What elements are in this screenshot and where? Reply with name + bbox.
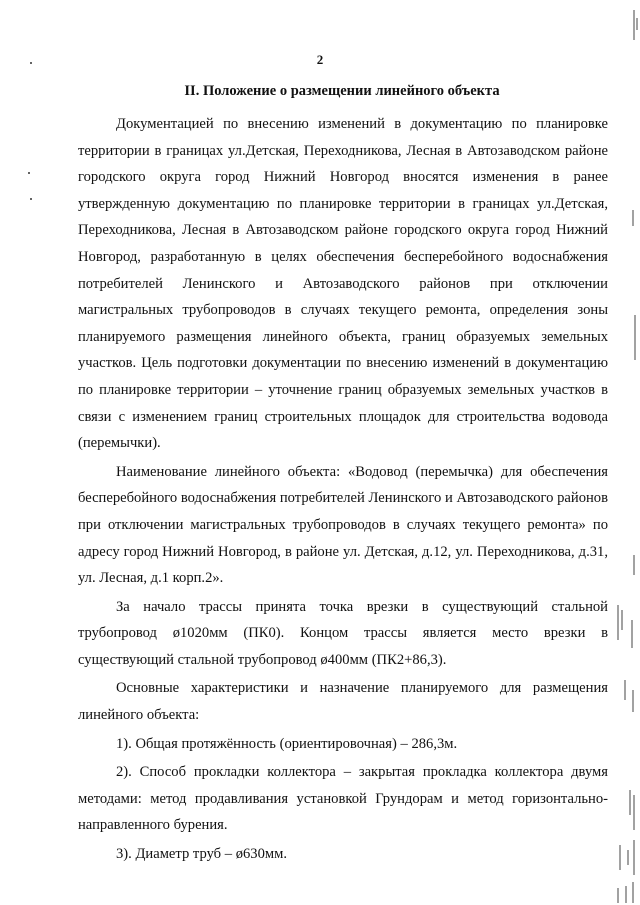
paragraph-route: За начало трассы принята точка врезки в существующий стальной трубопровод ø1020мм (ПК0). Концом трассы является место врезки в существующий стальной трубопровод ø400мм (ПК2+86,3). xyxy=(78,598,608,668)
paragraph-laying-method: 2). Способ прокладки коллектора – закрытая прокладка коллектора двумя методами: метод продавливания установкой Грундорам и метод горизонтально-направленного бурения. xyxy=(78,764,608,834)
document-body xyxy=(78,111,608,868)
page-number: 2 xyxy=(316,52,324,67)
paragraph-characteristics-intro: Основные характеристики и назначение планируемого для размещения линейного объекта: xyxy=(78,680,608,724)
scan-edge-marks xyxy=(600,0,640,905)
scan-dot xyxy=(30,198,32,200)
section-heading: II. Положение о размещении линейного объекта xyxy=(184,83,500,99)
paragraph-length: 1). Общая протяжённость (ориентировочная) – 286,3м. xyxy=(116,735,458,752)
scan-dot xyxy=(30,62,32,64)
paragraph-purpose: Документацией по внесению изменений в документацию по планировке территории в границах ул.Детская, Переходникова, Лесная в Автозаводском районе городского округа город Нижний Новгород вносятся изменения в ранее утвержденную документацию по планировке территории в границах ул.Детская, Переходникова, Лесная в Автозаводском районе городского округа город Нижний Новгород, разработанную в целях обеспечения бесперебойного водоснабжения потребителей Ленинского и Автозаводского районов при отключении магистральных трубопроводов в случаях текущего ремонта, определения зоны планируемого размещения линейного объекта, границ образуемых земельных участков. Цель подготовки документации по внесению изменений в документацию по планировке территории – уточнение границ образуемых земельных участков в связи с изменением границ строительных площадок для строительства водовода (перемычки). xyxy=(78,116,608,452)
paragraph-pipe-diameter: 3). Диаметр труб – ø630мм. xyxy=(116,846,287,863)
scan-dot xyxy=(28,172,30,174)
paragraph-object-name: Наименование линейного объекта: «Водовод (перемычка) для обеспечения бесперебойного водоснабжения потребителей Ленинского и Автозаводского районов при отключении магистральных трубопроводов в случаях текущего ремонта» по адресу город Нижний Новгород, в районе ул. Детская, д.12, ул. Переходникова, д.31, ул. Лесная, д.1 корп.2». xyxy=(78,463,608,587)
